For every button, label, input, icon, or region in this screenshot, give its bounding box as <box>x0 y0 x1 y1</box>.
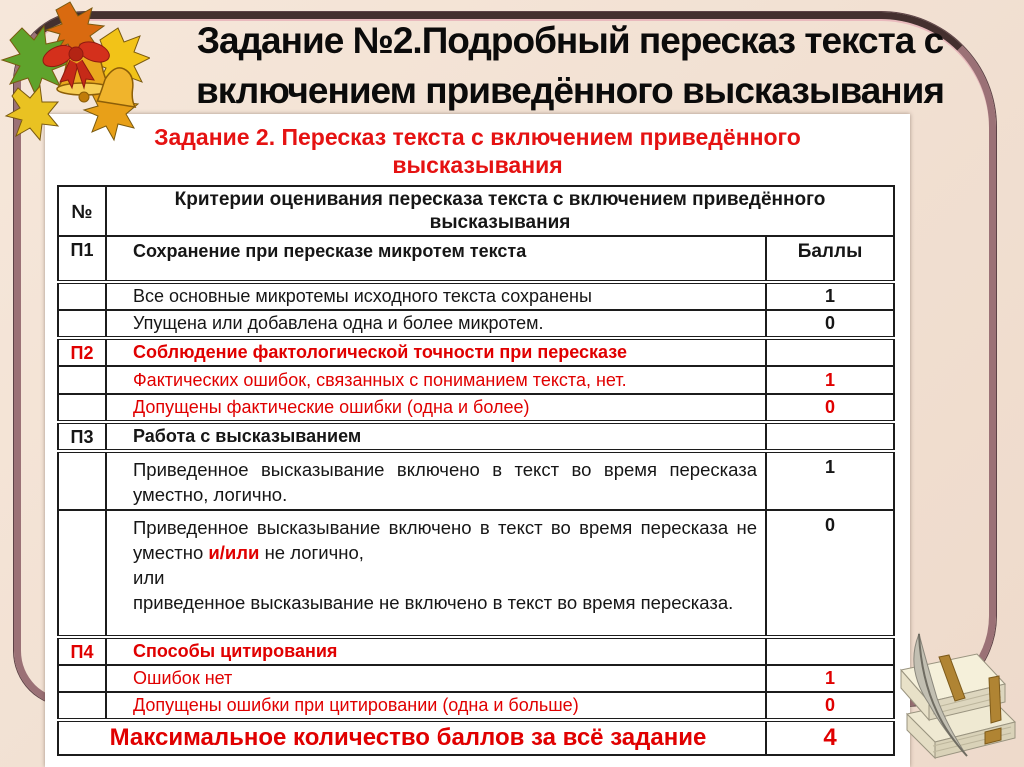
cell-num <box>58 282 106 310</box>
cell-num: П3 <box>58 422 106 451</box>
total-score-cell: 4 <box>766 720 894 755</box>
criteria-text-part1: Приведенное высказывание включено в текст во время пересказа не уместно <box>133 517 757 563</box>
cell-criteria: Приведенное высказывание включено в текст во время пересказа уместно, логично. <box>106 451 766 510</box>
table-title <box>45 123 910 179</box>
cell-score: 1 <box>766 665 894 692</box>
cell-num: П2 <box>58 338 106 366</box>
cell-num <box>58 310 106 338</box>
row-p2 <box>58 338 894 366</box>
row-p3-score0 <box>58 510 894 637</box>
cell-num: П4 <box>58 637 106 665</box>
cell-num <box>58 692 106 720</box>
content-panel <box>45 114 910 767</box>
autumn-leaves-bells-icon <box>0 0 150 150</box>
slide-title <box>130 16 1010 116</box>
cell-criteria: Сохранение при пересказе микротем текста <box>106 236 766 282</box>
header-criteria-cell: Критерии оценивания пересказа текста с включением приведённого высказывания <box>106 186 894 236</box>
row-p2-score1 <box>58 366 894 394</box>
criteria-text-line2: или <box>133 567 165 588</box>
total-label-cell: Максимальное количество баллов за всё задание <box>58 720 766 755</box>
cell-score: 0 <box>766 510 894 637</box>
header-num-cell: № <box>58 186 106 236</box>
row-p2-score0 <box>58 394 894 422</box>
cell-criteria: Допущены ошибки при цитировании (одна и больше) <box>106 692 766 720</box>
cell-criteria: Фактических ошибок, связанных с пониманием текста, нет. <box>106 366 766 394</box>
row-total <box>58 720 894 755</box>
row-p4-score0 <box>58 692 894 720</box>
cell-score: 0 <box>766 394 894 422</box>
slide-title-line2: включением приведённого высказывания <box>196 70 944 111</box>
cell-num: П1 <box>58 236 106 282</box>
cell-score <box>766 422 894 451</box>
cell-num <box>58 665 106 692</box>
table-header-row <box>58 186 894 236</box>
cell-score: 0 <box>766 692 894 720</box>
cell-criteria: Соблюдение фактологической точности при пересказе <box>106 338 766 366</box>
books-quill-icon <box>889 622 1024 767</box>
cell-criteria: Ошибок нет <box>106 665 766 692</box>
cell-criteria: Работа с высказыванием <box>106 422 766 451</box>
cell-score: 1 <box>766 282 894 310</box>
row-p4-score1 <box>58 665 894 692</box>
cell-score <box>766 338 894 366</box>
row-p3 <box>58 422 894 451</box>
table-title-line1: Задание 2. Пересказ текста с включением приведённого <box>154 124 801 150</box>
cell-score: 1 <box>766 366 894 394</box>
row-p1 <box>58 236 894 282</box>
row-p3-score1 <box>58 451 894 510</box>
cell-num <box>58 451 106 510</box>
cell-score: Баллы <box>766 236 894 282</box>
cell-score: 0 <box>766 310 894 338</box>
cell-num <box>58 394 106 422</box>
cell-score <box>766 637 894 665</box>
cell-criteria: Допущены фактические ошибки (одна и более) <box>106 394 766 422</box>
criteria-text-part2: не логично, <box>259 542 364 563</box>
cell-criteria: Упущена или добавлена одна и более микротем. <box>106 310 766 338</box>
table-title-line2: высказывания <box>392 152 563 178</box>
cell-criteria <box>106 510 766 637</box>
cell-num <box>58 366 106 394</box>
row-p1-score0 <box>58 310 894 338</box>
criteria-text-line3: приведенное высказывание не включено в текст во время пересказа. <box>133 592 734 613</box>
row-p4 <box>58 637 894 665</box>
slide-title-line1: Задание №2.Подробный пересказ текста с <box>196 20 944 61</box>
row-p1-score1 <box>58 282 894 310</box>
cell-score: 1 <box>766 451 894 510</box>
cell-num <box>58 510 106 637</box>
cell-criteria: Все основные микротемы исходного текста сохранены <box>106 282 766 310</box>
criteria-text-highlight: и/или <box>208 542 260 563</box>
criteria-table <box>57 185 895 756</box>
cell-criteria: Способы цитирования <box>106 637 766 665</box>
